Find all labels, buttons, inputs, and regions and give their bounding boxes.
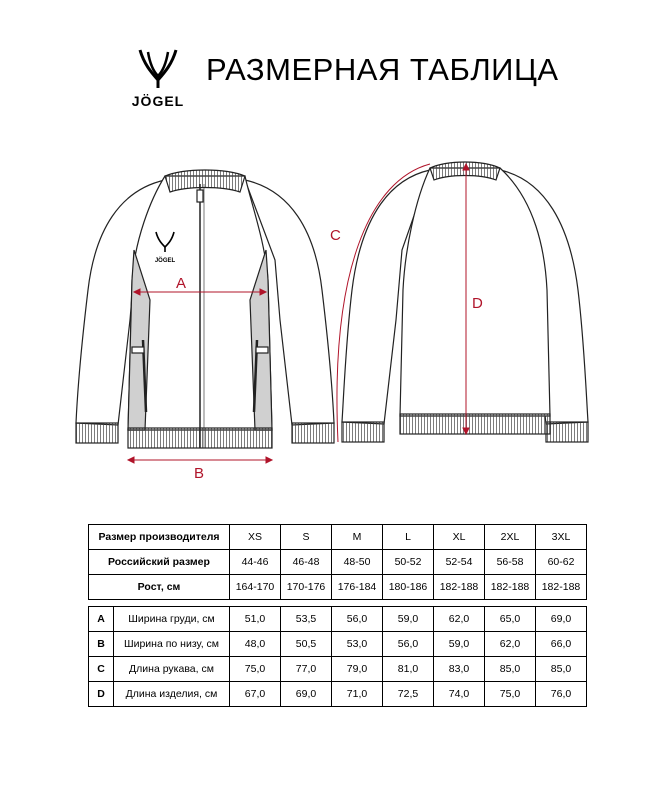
table-cell: 52-54 bbox=[434, 550, 485, 575]
size-cell: L bbox=[383, 525, 434, 550]
size-cell: XS bbox=[230, 525, 281, 550]
table-cell: 56,0 bbox=[332, 607, 383, 632]
label-a: A bbox=[176, 275, 187, 292]
table-cell: 50-52 bbox=[383, 550, 434, 575]
size-cell: M bbox=[332, 525, 383, 550]
measure-label: Ширина по низу, см bbox=[114, 632, 230, 657]
logo-mark-icon bbox=[118, 46, 198, 92]
label-c: C bbox=[330, 227, 341, 244]
table-cell: 60-62 bbox=[536, 550, 587, 575]
header-label: Размер производителя bbox=[89, 525, 230, 550]
table-cell: 72,5 bbox=[383, 682, 434, 707]
table-cell: 76,0 bbox=[536, 682, 587, 707]
size-table bbox=[88, 524, 587, 707]
label-b: B bbox=[194, 465, 205, 482]
dimension-b bbox=[128, 457, 272, 463]
measure-letter: A bbox=[89, 607, 114, 632]
measure-letter: C bbox=[89, 657, 114, 682]
jacket-diagram bbox=[0, 140, 665, 490]
measure-label: Ширина груди, см bbox=[114, 607, 230, 632]
table-cell: 164-170 bbox=[230, 575, 281, 600]
logo-text: JÖGEL bbox=[131, 93, 185, 109]
table-cell: 56-58 bbox=[485, 550, 536, 575]
table-cell: 182-188 bbox=[485, 575, 536, 600]
brand-logo bbox=[118, 46, 198, 114]
svg-text:JÖGEL: JÖGEL bbox=[154, 258, 176, 264]
jacket-back bbox=[342, 162, 588, 442]
table-gap bbox=[89, 600, 587, 607]
table-cell: 180-186 bbox=[383, 575, 434, 600]
size-cell: 3XL bbox=[536, 525, 587, 550]
table-row-measure-c bbox=[89, 657, 587, 682]
table-cell: 69,0 bbox=[536, 607, 587, 632]
table-row-header bbox=[89, 525, 587, 550]
table-cell: 50,5 bbox=[281, 632, 332, 657]
table-cell: 170-176 bbox=[281, 575, 332, 600]
table-cell: 66,0 bbox=[536, 632, 587, 657]
table-cell: 46-48 bbox=[281, 550, 332, 575]
table-cell: 48,0 bbox=[230, 632, 281, 657]
measure-label: Длина рукава, см bbox=[114, 657, 230, 682]
table-cell: 67,0 bbox=[230, 682, 281, 707]
size-cell: 2XL bbox=[485, 525, 536, 550]
table-row-measure-a bbox=[89, 607, 587, 632]
size-cell: XL bbox=[434, 525, 485, 550]
table-cell: 65,0 bbox=[485, 607, 536, 632]
jacket-front bbox=[76, 170, 334, 448]
table-cell: 85,0 bbox=[485, 657, 536, 682]
table-cell: 44-46 bbox=[230, 550, 281, 575]
table-cell: 69,0 bbox=[281, 682, 332, 707]
label-d: D bbox=[472, 295, 483, 312]
table-row-russian bbox=[89, 550, 587, 575]
table-cell: 81,0 bbox=[383, 657, 434, 682]
table-cell: 71,0 bbox=[332, 682, 383, 707]
table-cell: 59,0 bbox=[434, 632, 485, 657]
table-cell: 85,0 bbox=[536, 657, 587, 682]
table-cell: 79,0 bbox=[332, 657, 383, 682]
table-cell: 53,0 bbox=[332, 632, 383, 657]
table-cell: 51,0 bbox=[230, 607, 281, 632]
table-cell: 176-184 bbox=[332, 575, 383, 600]
page-title: РАЗМЕРНАЯ ТАБЛИЦА bbox=[206, 52, 559, 87]
russian-label: Российский размер bbox=[89, 550, 230, 575]
table-row-measure-b bbox=[89, 632, 587, 657]
table-cell: 182-188 bbox=[536, 575, 587, 600]
table-cell: 62,0 bbox=[485, 632, 536, 657]
measure-letter: D bbox=[89, 682, 114, 707]
table-cell: 74,0 bbox=[434, 682, 485, 707]
table-cell: 83,0 bbox=[434, 657, 485, 682]
table-row-height bbox=[89, 575, 587, 600]
table-cell: 59,0 bbox=[383, 607, 434, 632]
height-label: Рост, см bbox=[89, 575, 230, 600]
table-cell: 56,0 bbox=[383, 632, 434, 657]
measure-letter: B bbox=[89, 632, 114, 657]
table-cell: 53,5 bbox=[281, 607, 332, 632]
size-cell: S bbox=[281, 525, 332, 550]
table-cell: 75,0 bbox=[485, 682, 536, 707]
table-cell: 48-50 bbox=[332, 550, 383, 575]
table-cell: 62,0 bbox=[434, 607, 485, 632]
table-cell: 77,0 bbox=[281, 657, 332, 682]
table-cell: 75,0 bbox=[230, 657, 281, 682]
table-cell: 182-188 bbox=[434, 575, 485, 600]
table-row-measure-d bbox=[89, 682, 587, 707]
measure-label: Длина изделия, см bbox=[114, 682, 230, 707]
